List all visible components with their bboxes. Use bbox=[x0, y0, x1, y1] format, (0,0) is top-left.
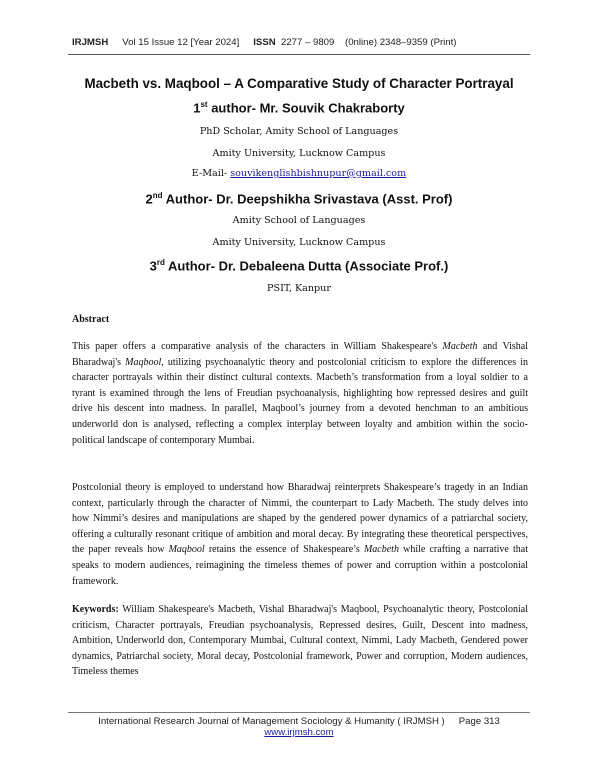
page-number: Page 313 bbox=[458, 716, 500, 727]
issn-value: 2277 – 9809 bbox=[281, 37, 335, 48]
running-header bbox=[72, 37, 532, 48]
issn-label: ISSN bbox=[253, 37, 276, 48]
footer-divider bbox=[68, 712, 530, 713]
abstract-paragraph-2: Postcolonial theory is employed to understand how Bharadwaj reinterprets Shakespeare’s tragedy in an Indian context, particularly through the character of Nimmi, the counterpart to Lady Macbeth. The study delves into how Nimmi’s desires and manipulations are shaped by the gendered power dynamics of a patriarchal society, offering a culturally resonant critique of ambition and moral decay. By integrating these theoretical perspectives, the paper reveals how Maqbool retains the essence of Shakespeare’s Macbeth while crafting a narrative that speaks to modern audiences, reimagining the timeless themes of power and corruption within a postcolonial framework. bbox=[72, 482, 528, 587]
author-1-university: Amity University, Lucknow Campus bbox=[212, 148, 386, 159]
online-issn: (0nline) 2348–9359 (Print) bbox=[345, 37, 457, 48]
author-1-affiliation: PhD Scholar, Amity School of Languages bbox=[199, 126, 399, 137]
author-1-name: 1st author- Mr. Souvik Chakraborty bbox=[193, 100, 405, 116]
footer-journal-name: International Research Journal of Management Sociology & Humanity ( IRJMSH ) bbox=[98, 716, 445, 727]
keywords-list: William Shakespeare's Macbeth, Vishal Bharadwaj's Maqbool, Psychoanalytic theory, Postcolonial criticism, Character portrayals, Freudian psychoanalysis, Repressed desires, Guilt, Descent into madness, Ambition, Underworld don, Contemporary Mumbai, Cultural context, Nimmi, Lady Macbeth, Gendered power dynamics, Patriarchal society, Moral decay, Postcolonial framework, Power and corruption, Modern audiences, Timeless themes bbox=[72, 604, 528, 678]
running-footer bbox=[68, 716, 530, 738]
author-3-affiliation: PSIT, Kanpur bbox=[267, 283, 331, 294]
abstract-heading: Abstract bbox=[72, 314, 110, 325]
header-divider bbox=[68, 54, 530, 55]
author-2-university: Amity University, Lucknow Campus bbox=[212, 237, 386, 248]
keywords-label: Keywords: bbox=[72, 604, 119, 615]
abstract-paragraph-1: This paper offers a comparative analysis of the characters in William Shakespeare's Macbeth and Vishal Bharadwaj's Maqbool, utilizing psychoanalytic theory and postcolonial criticism to explore the differences in character portrayals within their distinct cultural contexts. Macbeth’s transformation from a loyal soldier to a tyrant is examined through the lens of Freudian psychoanalysis, highlighting how repressed desires and guilt drive his descent into madness. In parallel, Maqbool’s journey from a devoted henchman to an ambitious underworld don is analysed, reflecting a complex interplay between loyalty and ambition within the socio-political landscape of contemporary Mumbai. bbox=[72, 341, 529, 446]
keywords-paragraph bbox=[72, 602, 528, 680]
journal-abbrev: IRJMSH bbox=[72, 37, 109, 48]
author-1-email-line: E-Mail- souvikenglishbishnupur@gmail.com bbox=[191, 168, 407, 179]
author-2-name: 2nd Author- Dr. Deepshikha Srivastava (Asst. Prof) bbox=[145, 191, 453, 207]
author-2-affiliation: Amity School of Languages bbox=[232, 215, 366, 226]
author-3-name: 3rd Author- Dr. Debaleena Dutta (Associate Prof.) bbox=[149, 258, 449, 274]
author-1-email-link[interactable]: souvikenglishbishnupur@gmail.com bbox=[230, 168, 407, 179]
paper-title: Macbeth vs. Maqbool – A Comparative Study of Character Portrayal bbox=[84, 76, 514, 91]
volume-info: Vol 15 Issue 12 [Year 2024] bbox=[122, 37, 240, 48]
journal-website-link[interactable]: www.irjmsh.com bbox=[264, 727, 334, 738]
